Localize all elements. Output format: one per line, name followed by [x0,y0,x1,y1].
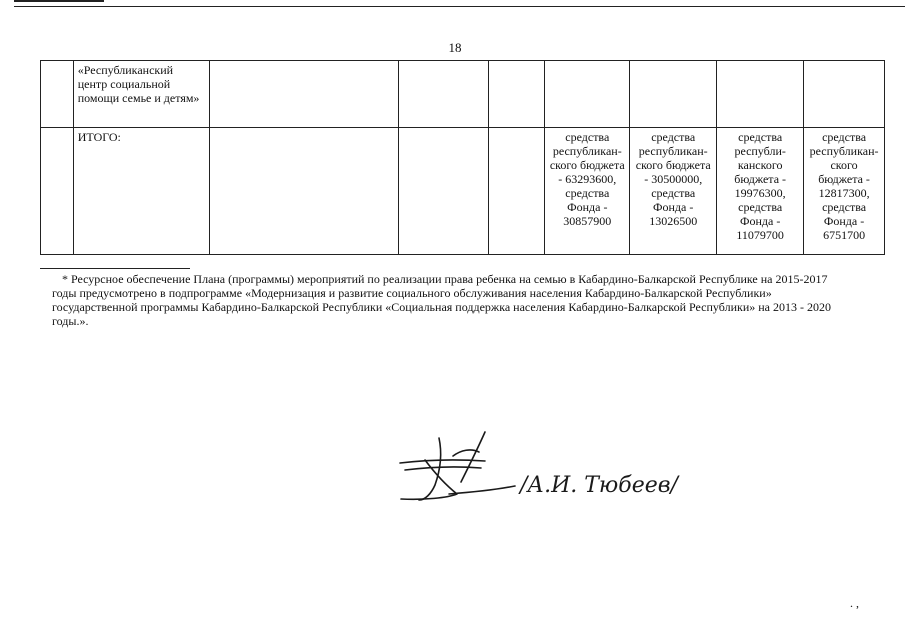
table-cell-funding: средства республикан-ского бюджета - 63293600, средства Фонда - 30857900 [545,128,630,255]
signature-name: /А.И. Тюбеев/ [520,473,678,498]
top-edge-line [14,6,905,7]
table-cell-funding [804,61,885,128]
top-edge-mark [14,0,104,2]
table-cell-empty [399,61,489,128]
table-cell-funding: средства республикан-ского бюджета - 30500000, средства Фонда - 13026500 [630,128,717,255]
table-cell-funding [545,61,630,128]
table-row [41,61,885,128]
table-cell-empty [209,128,398,255]
footnote-divider [40,268,190,269]
table-row [41,128,885,255]
table-cell-funding [630,61,717,128]
table-cell-total-label: ИТОГО: [73,128,209,255]
table-cell-number [41,128,74,255]
table-cell-empty [489,61,545,128]
table-cell-empty [399,128,489,255]
table-cell-empty [489,128,545,255]
table-cell-empty [209,61,398,128]
table-cell-funding: средства республикан-ского бюджета - 12817300, средства Фонда - 6751700 [804,128,885,255]
corner-mark: . , [850,596,859,610]
table-cell-number [41,61,74,128]
footnote-text: * Ресурсное обеспечение Плана (программы) мероприятий по реализации права ребенка на семью в Кабардино-Балкарской Республике на 2015-2017 годы предусмотрено в подпрограмме «Модернизация и развитие социального обслуживания населения Кабардино-Балкарской Республики» государственной программы Кабардино-Балкарской Республики «Социальная поддержка населения Кабардино-Балкарской Республики» на 2013 - 2020 годы.». [52,272,831,328]
table-cell-funding: средства республи-канского бюджета - 19976300, средства Фонда - 11079700 [717,128,804,255]
page-number: 18 [448,40,462,55]
resource-table [40,60,885,255]
signature [395,430,685,520]
table-cell-funding [717,61,804,128]
table-cell-executor: «Республиканский центр социальной помощи семье и детям» [73,61,209,128]
